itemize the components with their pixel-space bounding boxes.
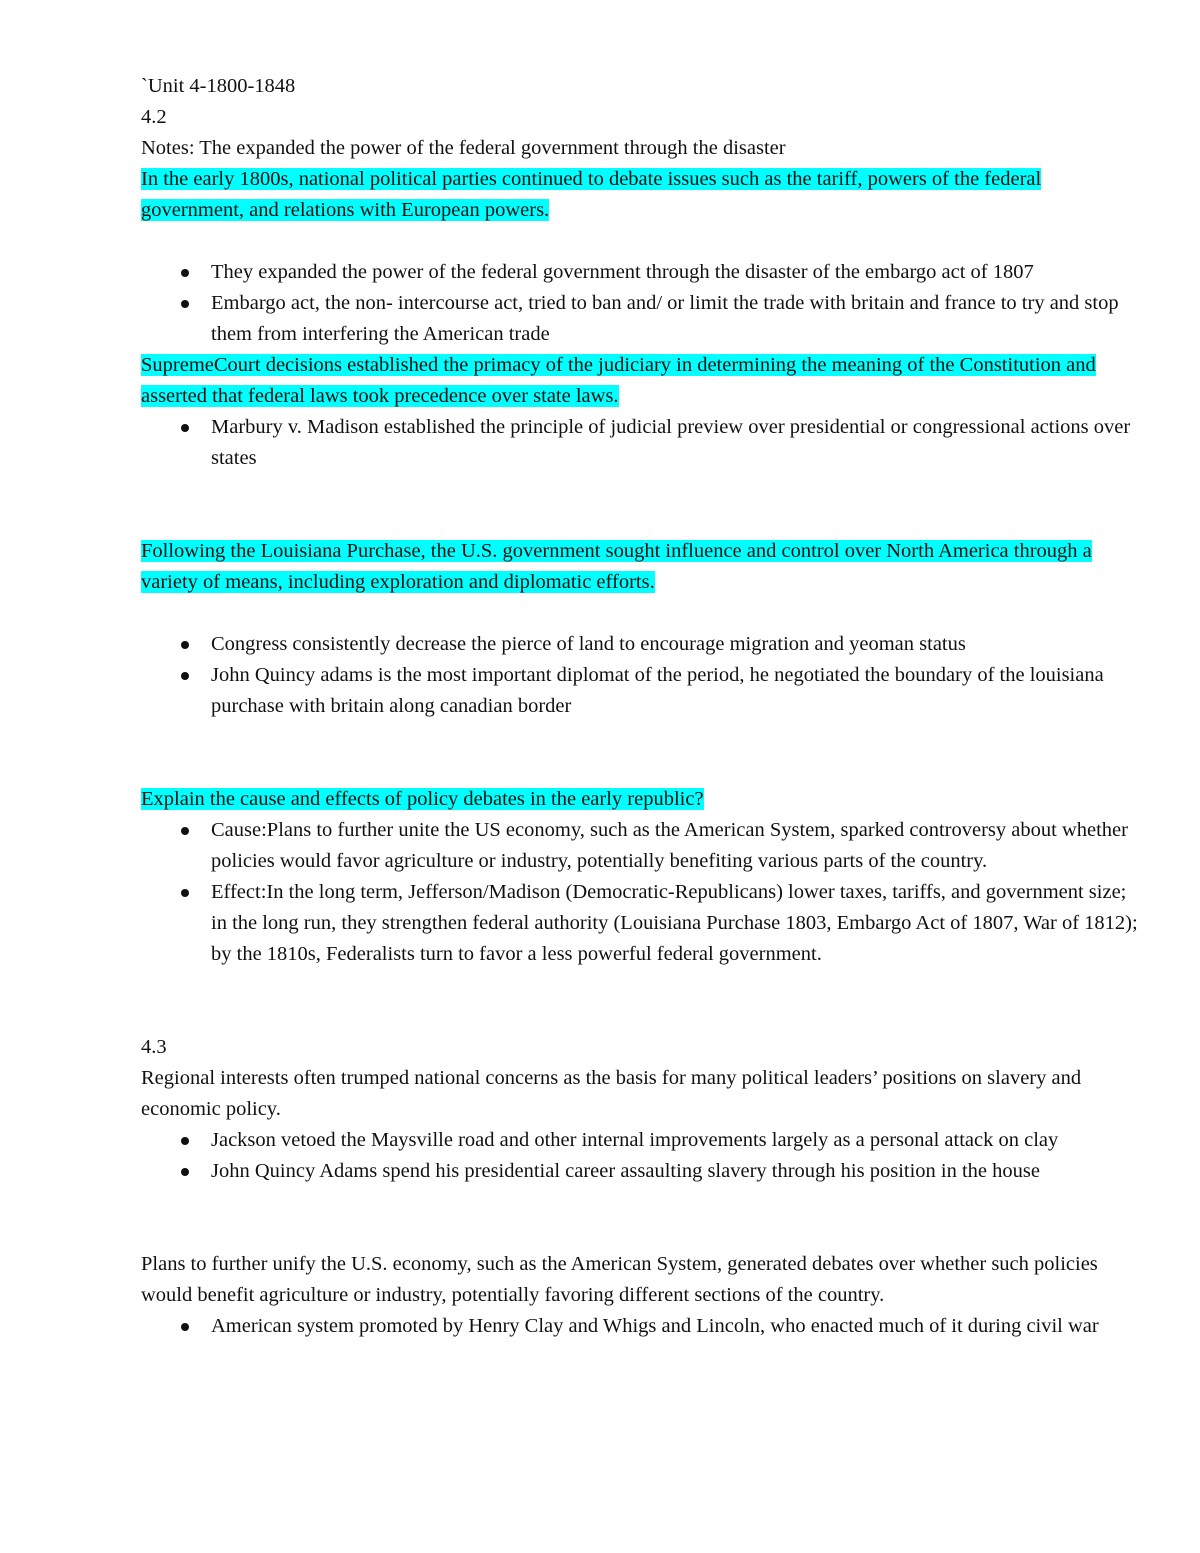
bullet-item: They expanded the power of the federal government through the disaster of the embargo act of 1807 (141, 257, 1146, 288)
spacer (141, 970, 1146, 1001)
bullet-list (141, 1311, 1146, 1342)
section-heading-4-3: 4.3 (141, 1036, 167, 1058)
spacer (141, 505, 1146, 536)
bullet-item: Marbury v. Madison established the principle of judicial preview over presidential or congressional actions over states (141, 412, 1146, 474)
highlight-text: In the early 1800s, national political parties continued to debate issues such as the tariff, powers of the federal government, and relations with European powers. (141, 168, 1042, 221)
bullet-list (141, 815, 1146, 970)
section-heading-4-2: 4.2 (141, 106, 167, 128)
spacer (141, 598, 1146, 629)
spacer (141, 226, 1146, 257)
bullet-list (141, 412, 1146, 474)
bullet-list (141, 1125, 1146, 1187)
highlighted-question (141, 784, 1146, 815)
bullet-item-effect: Effect:In the long term, Jefferson/Madison (Democratic-Republicans) lower taxes, tariffs, and government size; in the long run, they strengthen federal authority (Louisiana Purchase 1803, Embargo Act of 1807, War of 1812); by the 1810s, Federalists turn to favor a less powerful federal government. (141, 877, 1146, 970)
bullet-item: John Quincy Adams spend his presidential career assaulting slavery through his position in the house (141, 1156, 1146, 1187)
spacer (141, 722, 1146, 753)
spacer (141, 1187, 1146, 1218)
bullet-item: Embargo act, the non- intercourse act, tried to ban and/ or limit the trade with britain and france to try and stop them from interfering the American trade (141, 288, 1146, 350)
highlighted-paragraph (141, 164, 1146, 226)
bullet-item-cause: Cause:Plans to further unite the US economy, such as the American System, sparked controversy about whether policies would favor agriculture or industry, potentially benefiting various parts of the country. (141, 815, 1146, 877)
highlight-text: Following the Louisiana Purchase, the U.S. government sought influence and control over North America through a variety of means, including exploration and diplomatic efforts. (141, 540, 1092, 593)
highlight-text: Explain the cause and effects of policy debates in the early republic? (141, 788, 704, 810)
spacer (141, 474, 1146, 505)
notes-line: Notes: The expanded the power of the federal government through the disaster (141, 137, 786, 159)
bullet-item: American system promoted by Henry Clay and Whigs and Lincoln, who enacted much of it during civil war (141, 1311, 1146, 1342)
bullet-list (141, 629, 1146, 722)
highlight-text: SupremeCourt decisions established the primacy of the judiciary in determining the meaning of the Constitution and asserted that federal laws took precedence over state laws. (141, 354, 1096, 407)
paragraph: Plans to further unify the U.S. economy, such as the American System, generated debates over whether such policies would benefit agriculture or industry, potentially favoring different sections of the country. (141, 1253, 1098, 1306)
spacer (141, 1218, 1146, 1249)
highlighted-paragraph (141, 350, 1146, 412)
bullet-item: Congress consistently decrease the pierce of land to encourage migration and yeoman status (141, 629, 1146, 660)
spacer (141, 1001, 1146, 1032)
highlighted-paragraph (141, 536, 1146, 598)
bullet-list (141, 257, 1146, 350)
unit-title: `Unit 4-1800-1848 (141, 75, 296, 97)
paragraph: Regional interests often trumped national concerns as the basis for many political leaders’ positions on slavery and economic policy. (141, 1067, 1082, 1120)
bullet-item: Jackson vetoed the Maysville road and other internal improvements largely as a personal attack on clay (141, 1125, 1146, 1156)
bullet-item: John Quincy adams is the most important diplomat of the period, he negotiated the boundary of the louisiana purchase with britain along canadian border (141, 660, 1146, 722)
spacer (141, 753, 1146, 784)
